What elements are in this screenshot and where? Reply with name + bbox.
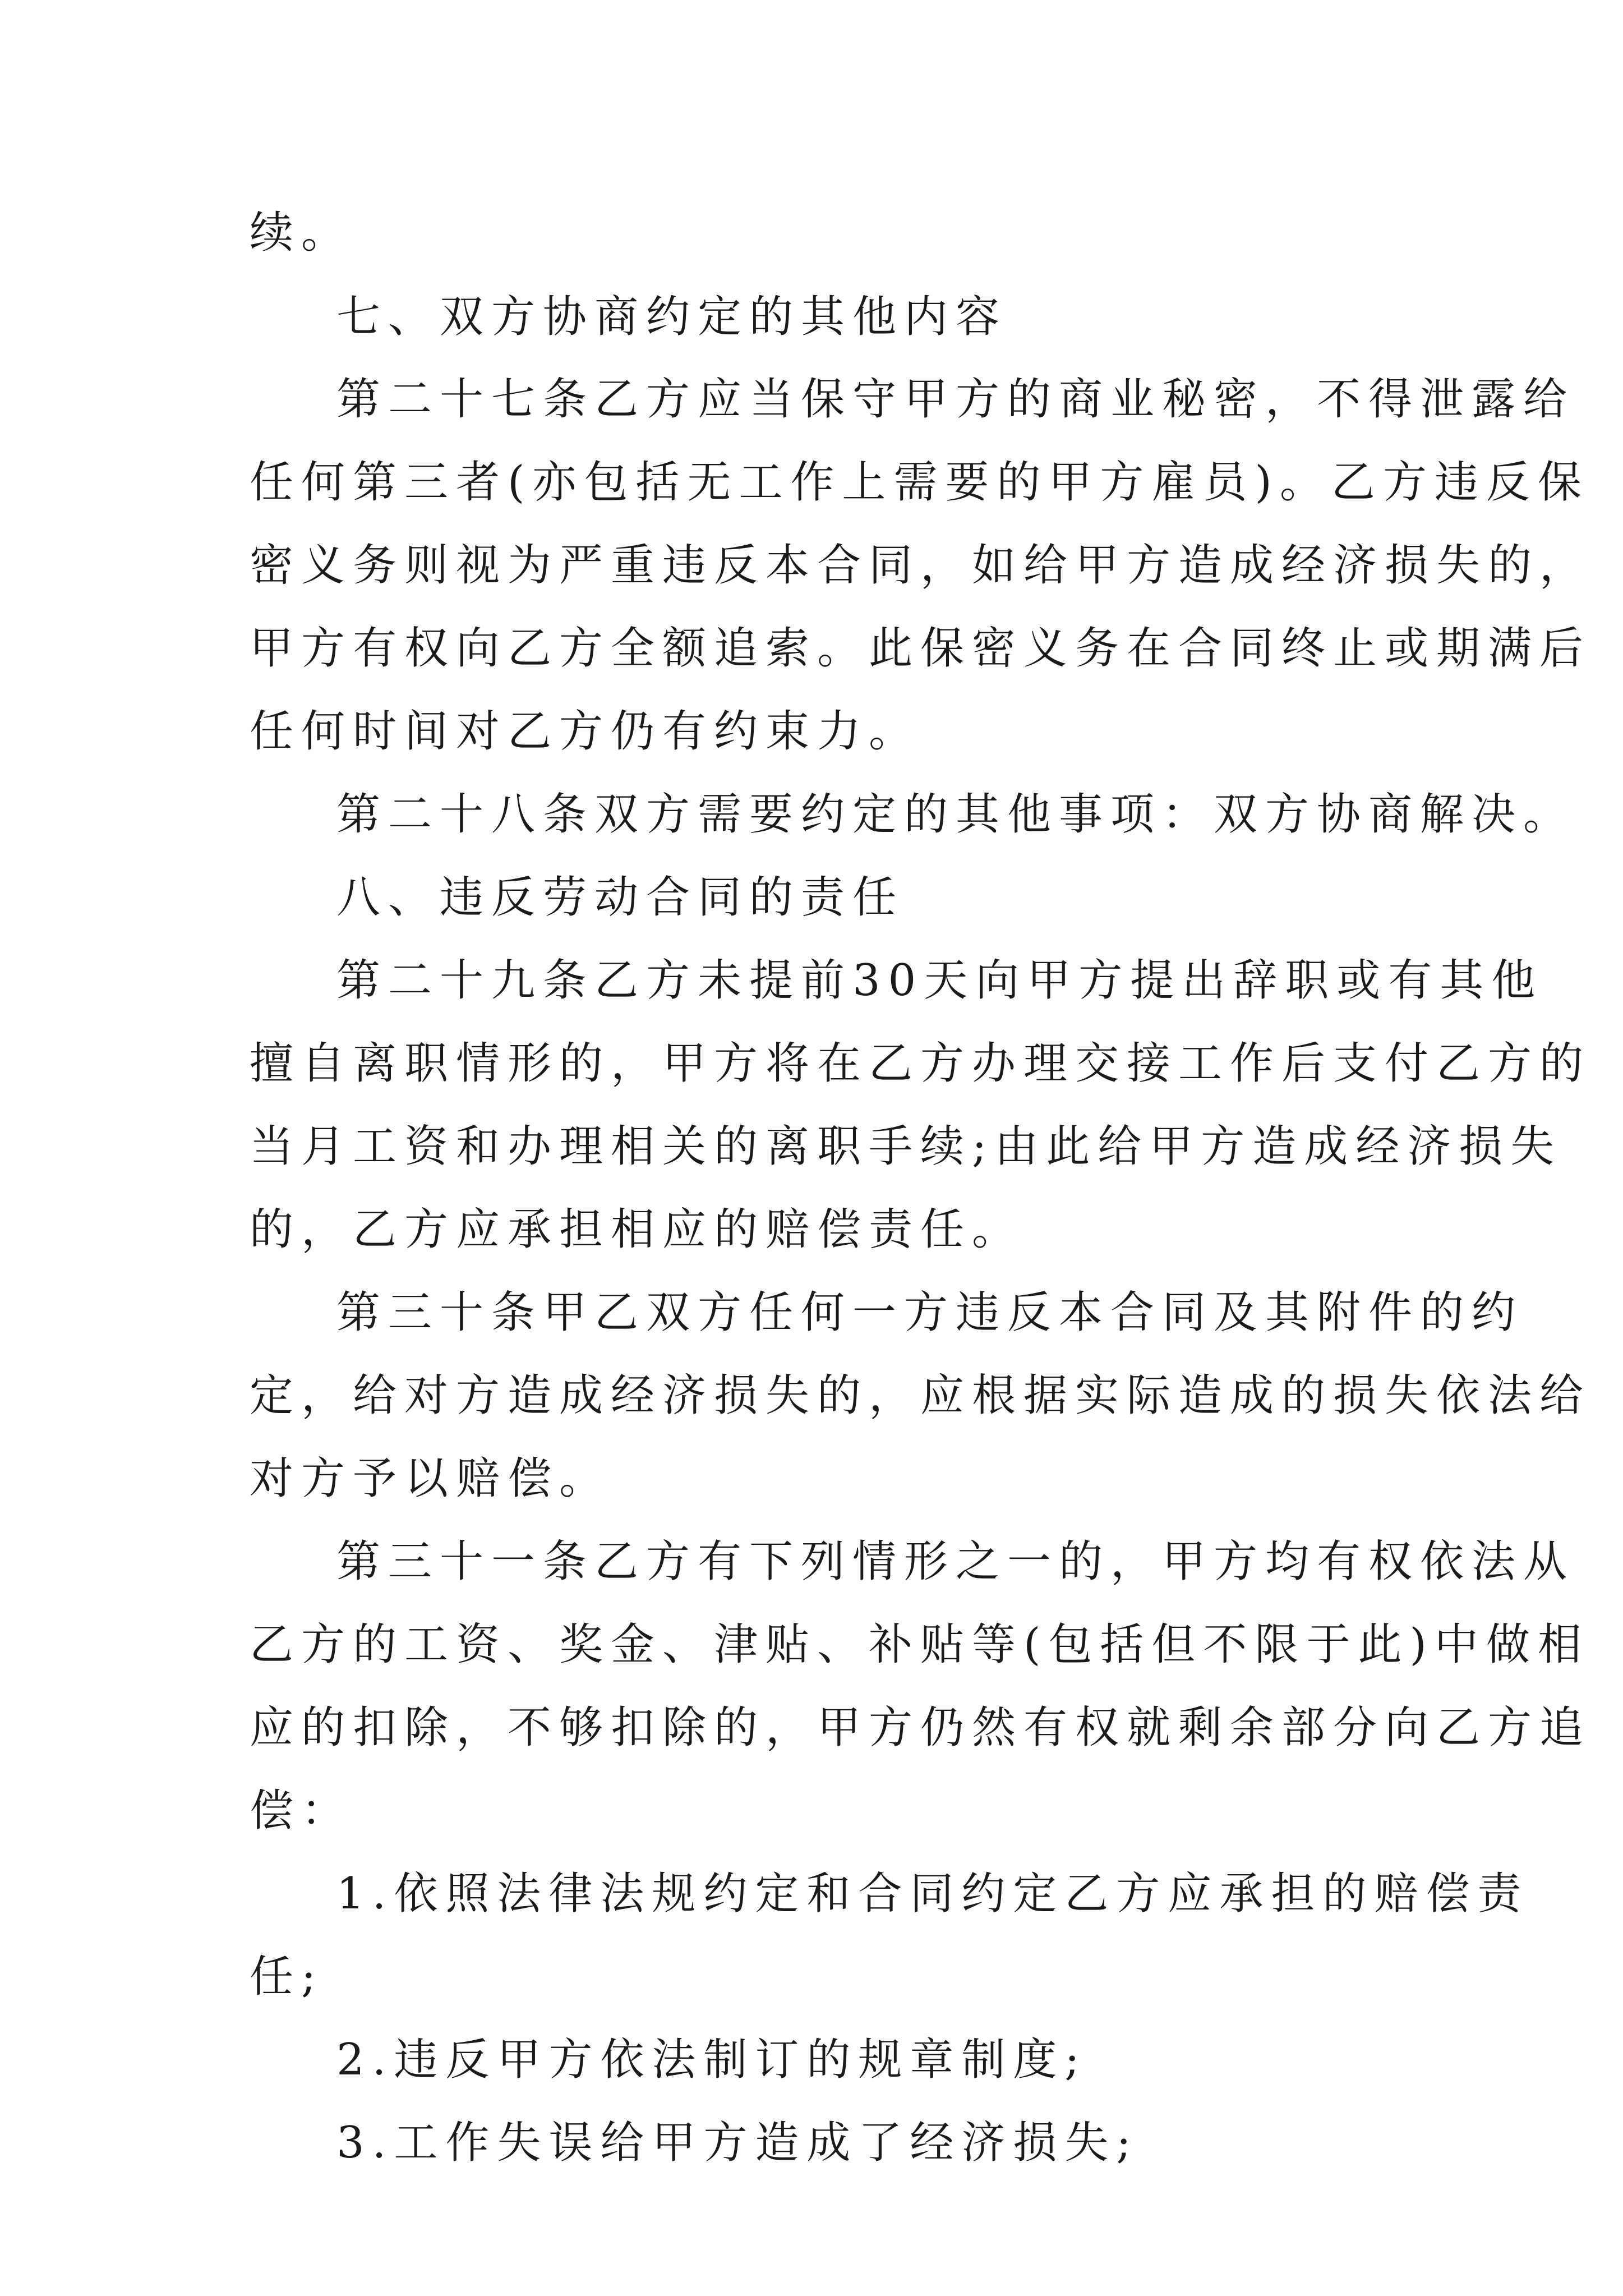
text-line: 当月工资和办理相关的离职手续;由此给甲方造成经济损失 bbox=[250, 1121, 1562, 1172]
text-line: 任何第三者(亦包括无工作上需要的甲方雇员)。乙方违反保 bbox=[250, 457, 1589, 508]
list-item: 3.工作失误给甲方造成了经济损失; bbox=[336, 2118, 1139, 2168]
text-line: 第三十一条乙方有下列情形之一的，甲方均有权依法从 bbox=[336, 1536, 1575, 1587]
text-line: 任; bbox=[250, 1952, 324, 2002]
text-line: 任何时间对乙方仍有约束力。 bbox=[250, 706, 921, 757]
text-line: 第三十条甲乙双方任何一方违反本合同及其附件的约 bbox=[336, 1287, 1524, 1338]
text-line: 定，给对方造成经济损失的，应根据实际造成的损失依法给 bbox=[250, 1370, 1592, 1421]
section-heading: 七、双方协商约定的其他内容 bbox=[336, 292, 1008, 342]
text-line: 续。 bbox=[250, 208, 353, 258]
text-line: 密义务则视为严重违反本合同，如给甲方造成经济损失的， bbox=[250, 540, 1592, 591]
text-line: 对方予以赔偿。 bbox=[250, 1453, 611, 1504]
text-line: 应的扣除，不够扣除的，甲方仍然有权就剩余部分向乙方追 bbox=[250, 1703, 1592, 1753]
list-item: 2.违反甲方依法制订的规章制度; bbox=[336, 2035, 1087, 2085]
text-line: 第二十九条乙方未提前30天向甲方提出辞职或有其他 bbox=[336, 955, 1543, 1006]
section-heading: 八、违反劳动合同的责任 bbox=[336, 872, 905, 923]
text-line: 乙方的工资、奖金、津贴、补贴等(包括但不限于此)中做相 bbox=[250, 1619, 1589, 1670]
text-line: 甲方有权向乙方全额追索。此保密义务在合同终止或期满后 bbox=[250, 623, 1592, 674]
list-item: 1.依照法律法规约定和合同约定乙方应承担的赔偿责 bbox=[336, 1869, 1529, 1919]
text-line: 擅自离职情形的，甲方将在乙方办理交接工作后支付乙方的 bbox=[250, 1038, 1592, 1089]
text-line: 第二十七条乙方应当保守甲方的商业秘密，不得泄露给 bbox=[336, 374, 1575, 425]
text-line: 偿： bbox=[250, 1786, 353, 1836]
text-line: 第二十八条双方需要约定的其他事项：双方协商解决。 bbox=[336, 789, 1575, 840]
text-line: 的，乙方应承担相应的赔偿责任。 bbox=[250, 1204, 1024, 1255]
